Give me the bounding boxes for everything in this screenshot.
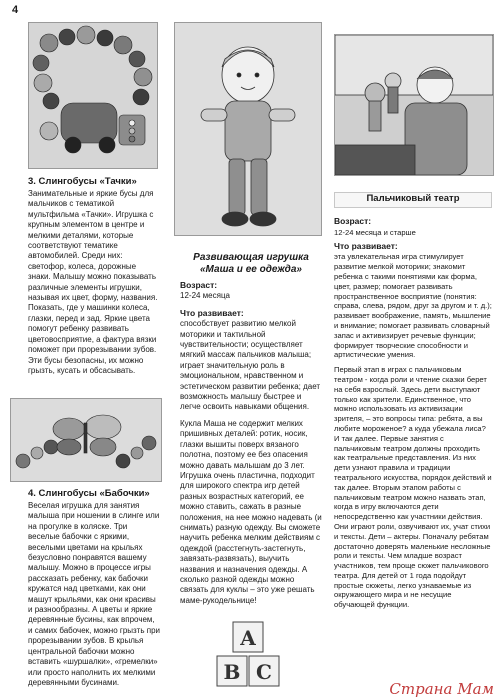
photo-babochki-slingbeads — [10, 398, 162, 482]
beads-illustration — [29, 23, 157, 168]
block-letter-c: C — [256, 660, 272, 684]
watermark: Страна Мам — [389, 680, 494, 698]
page-number: 4 — [12, 4, 19, 16]
section-tachki-title: 3. Слингобусы «Тачки» — [28, 176, 137, 187]
masha-age-value: 12-24 месяца — [180, 291, 230, 301]
section-babochki — [28, 488, 160, 690]
theatre-develops-label: Что развивает: — [334, 240, 398, 251]
doll-illustration — [175, 23, 321, 235]
block-letter-a: A — [240, 626, 256, 650]
section-theatre — [334, 214, 492, 612]
masha-develops-label: Что развивает: — [180, 307, 244, 318]
masha-title: Развивающая игрушка «Маша и ее одежда» — [193, 252, 309, 275]
theatre-title-box — [334, 192, 492, 208]
masha-body: Кукла Маша не содержит мелких пришивных деталей: ротик, носик, глазки вышиты поверх вязаного полотна, поэтому ее без опасения можно давать малышам до 3 лет. Игрушка очень пластична, подходит для широкого спектра игр детей разных возрастных категорий, ее можно ставить, сажать в разные положения, на нее можно надевать (и снимать) разную одежду. Вы сможете научить ребенка мелким действиям с одеждой (расстегнуть-застегнуть, завязать-развязать), выучить названия и назначения одежды. А сколько разной одежды можно связать для куклы – это уже решать маме-рукодельнице! — [180, 418, 322, 605]
theatre-age-label: Возраст: — [334, 216, 372, 226]
photo-masha-doll — [174, 22, 322, 236]
photo-finger-theatre — [334, 34, 494, 176]
theatre-illustration — [335, 35, 493, 175]
section-tachki-body: Занимательные и яркие бусы для мальчиков с тематикой мультфильма «Тачки». Игрушка с крупным элементом в центре и мелкими деталями, которые соответствуют тематике автомобилей. Среди них: светофор, колеса, дорожные знаки. Малышу можно показывать различные элементы игрушки, называя их цвет, форму, названия. Показать, где у машинки колеса, глазки, перед и зад. Яркие цвета помогут ребенку развивать цветовосприятие, а фактура вязки поможет при прорезывании зубов. Эти бусы безопасны, их можно грызть, кусать и обсасывать. — [28, 189, 158, 375]
section-tachki — [28, 176, 160, 378]
abc-blocks-illustration — [213, 618, 283, 690]
theatre-title: Пальчиковый театр — [366, 193, 460, 204]
masha-age-label: Возраст: — [180, 280, 218, 290]
butterflies-illustration — [11, 399, 161, 481]
theatre-age-value: 12-24 месяца и старше — [334, 227, 416, 237]
block-letter-b: B — [223, 660, 241, 684]
photo-tachki-slingbeads — [28, 22, 158, 169]
theatre-develops-text: эта увлекательная игра стимулирует развитие мелкой моторики; знакомит ребенка с такими понятиями как форма, цвет, размер; помогает развивать пространственное восприятие (понятия: справа, слева, рядом, друг за другом и т. д.); развивает воображение, память, мышление и внимание; помогает развивать словарный запас и активизирует речевые функции; формирует творческие способности и артистические умения. — [334, 252, 492, 360]
theatre-body: Первый этап в играх с пальчиковым театром - когда роли и чтение сказки берет на себя взрослый. Здесь дети выступают только как зрители. Единственное, что можно использовать из активизации зрителя, – это вопросы типа: ребята, а вы любите мороженое? а куда убежала лиса? И так далее. Первые занятия с пальчиковым театром должны проходить как театральные представления. Из них дети узнают правила и традиции театрального искусства, порядок действий и так далее. Вторым этапом работы с пальчиковым театром можно назвать этап, когда в игру включаются дети непосредственно как участники действия. Они играют роли, озвучивают их, учат стихи и тексты. Дети – актеры. Поначалу ребятам достаточно доверять маленькие несложные роли и тексты. Чем младше возраст участников, тем проще сюжет пальчикового театра. Для детей от 1 года подойдут простые сюжеты, легко узнаваемые из окружающего мира и не несущие обучающей функции. — [334, 365, 492, 610]
section-masha — [180, 252, 322, 608]
section-babochki-body: Веселая игрушка для занятия малыша при ношении в слинге или на прогулке в коляске. Три веселые бабочки с яркими, веселыми цветами на крыльях безусловно понравятся вашему малышу. Можно в процессе игры рассказать ребенку, как бабочки кружатся над цветками, как они машут крыльями, как они красивы и разнообразны. А цветы и яркие деревянные бусины, как впрочем, и самих бабочек, можно грызть при прорезывании зубов. В крылья центральной бабочки можно вставить «шуршалки», «гремелки» или просто наполнить их мелкими деревянными бусинами. — [28, 501, 160, 687]
masha-develops-text: способствует развитию мелкой моторики и тактильной чувствительности; осуществляет мягкий массаж пальчиков малыша; играет значительную роль в эмоциональном, нравственном и эстетическом развитии ребенка; дает возможность малышу быстрее и легче освоить навыками общения. — [180, 319, 321, 412]
section-babochki-title: 4. Слингобусы «Бабочки» — [28, 488, 150, 499]
